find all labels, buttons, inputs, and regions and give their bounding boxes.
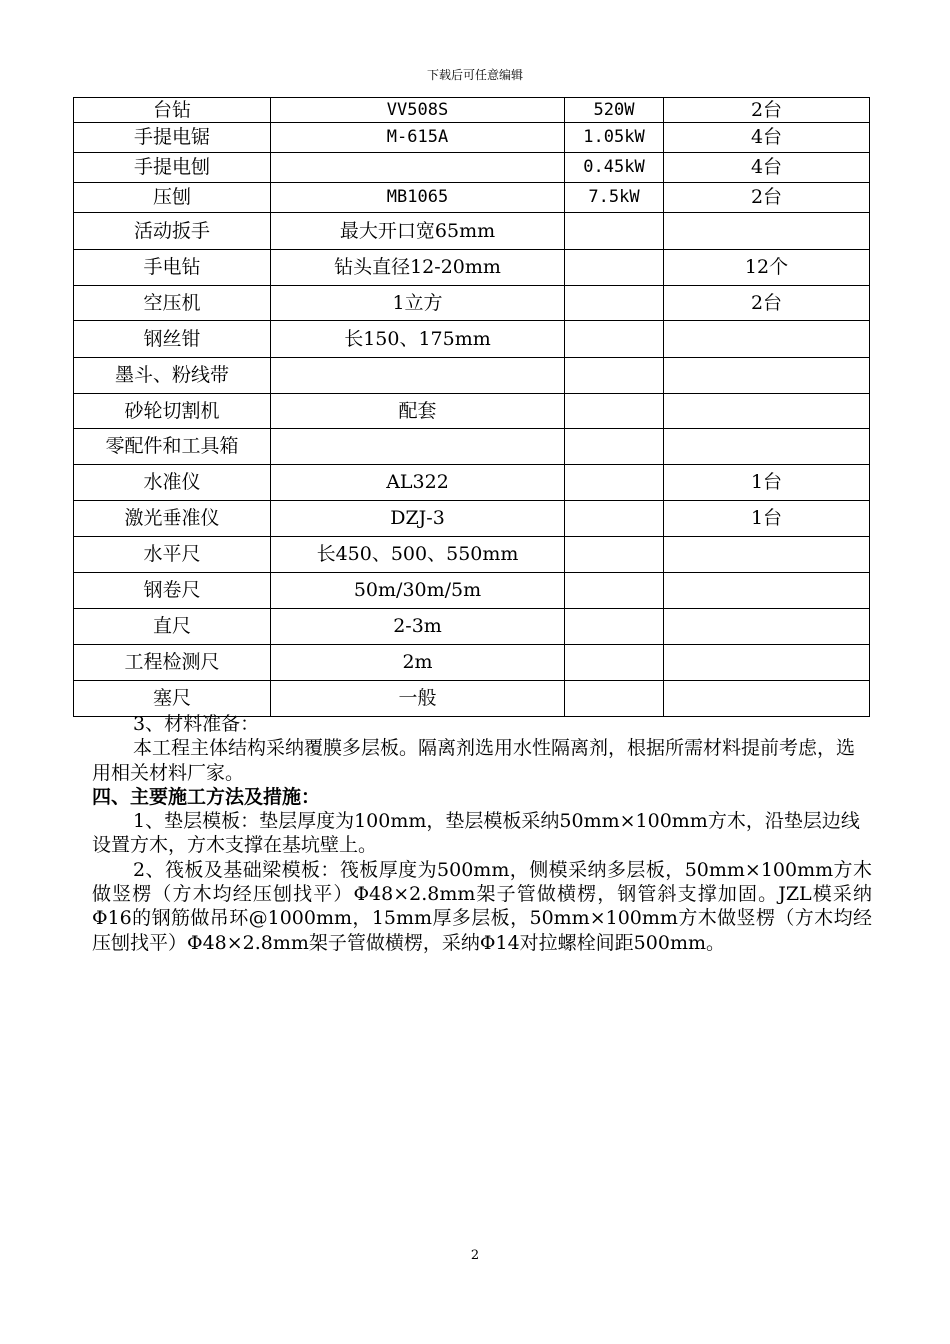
cell-name: 钢丝钳: [74, 321, 271, 358]
cell-model: 长450、500、550mm: [271, 537, 565, 573]
cell-model: [271, 429, 565, 465]
section-heading-methods: 四、主要施工方法及措施：: [92, 785, 321, 808]
cell-quantity: [664, 358, 870, 394]
table-row: [74, 98, 870, 123]
cell-name: 钢卷尺: [74, 573, 271, 609]
page-number: 2: [470, 1248, 480, 1263]
cell-power: [565, 358, 664, 394]
table-row: [74, 153, 870, 183]
table-row: [74, 501, 870, 537]
cell-name: 空压机: [74, 286, 271, 321]
cell-power: [565, 573, 664, 609]
cell-model: 2-3m: [271, 609, 565, 645]
cell-quantity: 2台: [664, 98, 870, 123]
cell-name: 手提电锯: [74, 123, 271, 153]
cell-name: 手提电刨: [74, 153, 271, 183]
cell-quantity: [664, 429, 870, 465]
cell-power: [565, 501, 664, 537]
cell-model: 一般: [271, 681, 565, 717]
body-text: [92, 712, 872, 955]
cell-quantity: [664, 645, 870, 681]
cell-power: 7.5kW: [565, 183, 664, 213]
paragraph-material: 本工程主体结构采纳覆膜多层板。隔离剂选用水性隔离剂，根据所需材料提前考虑，选用相关材料厂家。: [92, 737, 856, 784]
cell-power: [565, 286, 664, 321]
cell-model: 配套: [271, 394, 565, 429]
cell-quantity: 1台: [664, 501, 870, 537]
cell-model: 长150、175mm: [271, 321, 565, 358]
table-row: [74, 286, 870, 321]
cell-name: 手电钻: [74, 250, 271, 286]
cell-model: 50m/30m/5m: [271, 573, 565, 609]
page-header: 下载后可任意编辑: [426, 68, 523, 82]
cell-power: 520W: [565, 98, 664, 123]
cell-quantity: 12个: [664, 250, 870, 286]
cell-power: [565, 394, 664, 429]
cell-model: [271, 358, 565, 394]
equipment-table: [73, 97, 870, 717]
cell-power: [565, 645, 664, 681]
table-row: [74, 250, 870, 286]
cell-name: 激光垂准仪: [74, 501, 271, 537]
cell-model: VV508S: [271, 98, 565, 123]
cell-model: 最大开口宽65mm: [271, 213, 565, 250]
cell-name: 塞尺: [74, 681, 271, 717]
cell-model: MB1065: [271, 183, 565, 213]
table-row: [74, 123, 870, 153]
cell-name: 水平尺: [74, 537, 271, 573]
cell-power: 1.05kW: [565, 123, 664, 153]
cell-quantity: [664, 573, 870, 609]
cell-quantity: [664, 321, 870, 358]
cell-name: 直尺: [74, 609, 271, 645]
cell-quantity: [664, 394, 870, 429]
paragraph-raft-formwork: 2、筏板及基础梁模板：筏板厚度为500mm，侧模采纳多层板，50mm×100mm方木做竖楞（方木均经压刨找平）Φ48×2.8mm架子管做横楞，钢管斜支撑加固。JZL模采纳Φ16的钢筋做吊环@1000mm，15mm厚多层板，50mm×100mm方木做竖楞（方木均经压刨找平）Φ48×2.8mm架子管做横楞，采纳Φ14对拉螺栓间距500mm。: [92, 858, 872, 954]
cell-name: 墨斗、粉线带: [74, 358, 271, 394]
cell-name: 零配件和工具箱: [74, 429, 271, 465]
cell-quantity: 4台: [664, 153, 870, 183]
table-row: [74, 213, 870, 250]
cell-name: 水准仪: [74, 465, 271, 501]
cell-power: [565, 429, 664, 465]
cell-quantity: [664, 609, 870, 645]
cell-power: [565, 537, 664, 573]
cell-power: [565, 465, 664, 501]
cell-name: 活动扳手: [74, 213, 271, 250]
cell-quantity: 1台: [664, 465, 870, 501]
section-material-prep: 3、材料准备：: [133, 713, 260, 735]
table-row: [74, 573, 870, 609]
cell-quantity: [664, 213, 870, 250]
cell-quantity: 2台: [664, 286, 870, 321]
cell-name: 工程检测尺: [74, 645, 271, 681]
table-row: [74, 609, 870, 645]
table-row: [74, 358, 870, 394]
equipment-table-body: [74, 98, 870, 717]
cell-model: DZJ-3: [271, 501, 565, 537]
table-row: [74, 183, 870, 213]
cell-power: [565, 321, 664, 358]
table-row: [74, 537, 870, 573]
cell-power: 0.45kW: [565, 153, 664, 183]
cell-name: 压刨: [74, 183, 271, 213]
cell-quantity: 4台: [664, 123, 870, 153]
cell-model: 2m: [271, 645, 565, 681]
cell-quantity: [664, 537, 870, 573]
cell-model: AL322: [271, 465, 565, 501]
table-row: [74, 429, 870, 465]
table-row: [74, 394, 870, 429]
cell-model: M-615A: [271, 123, 565, 153]
table-row: [74, 645, 870, 681]
cell-model: 1立方: [271, 286, 565, 321]
cell-power: [565, 609, 664, 645]
cell-name: 台钻: [74, 98, 271, 123]
cell-power: [565, 250, 664, 286]
cell-quantity: 2台: [664, 183, 870, 213]
cell-model: [271, 153, 565, 183]
cell-power: [565, 213, 664, 250]
cell-name: 砂轮切割机: [74, 394, 271, 429]
paragraph-cushion-formwork: 1、垫层模板：垫层厚度为100mm，垫层模板采纳50mm×100mm方木，沿垫层边线设置方木，方木支撑在基坑壁上。: [92, 810, 860, 857]
table-row: [74, 465, 870, 501]
table-row: [74, 321, 870, 358]
cell-model: 钻头直径12-20mm: [271, 250, 565, 286]
